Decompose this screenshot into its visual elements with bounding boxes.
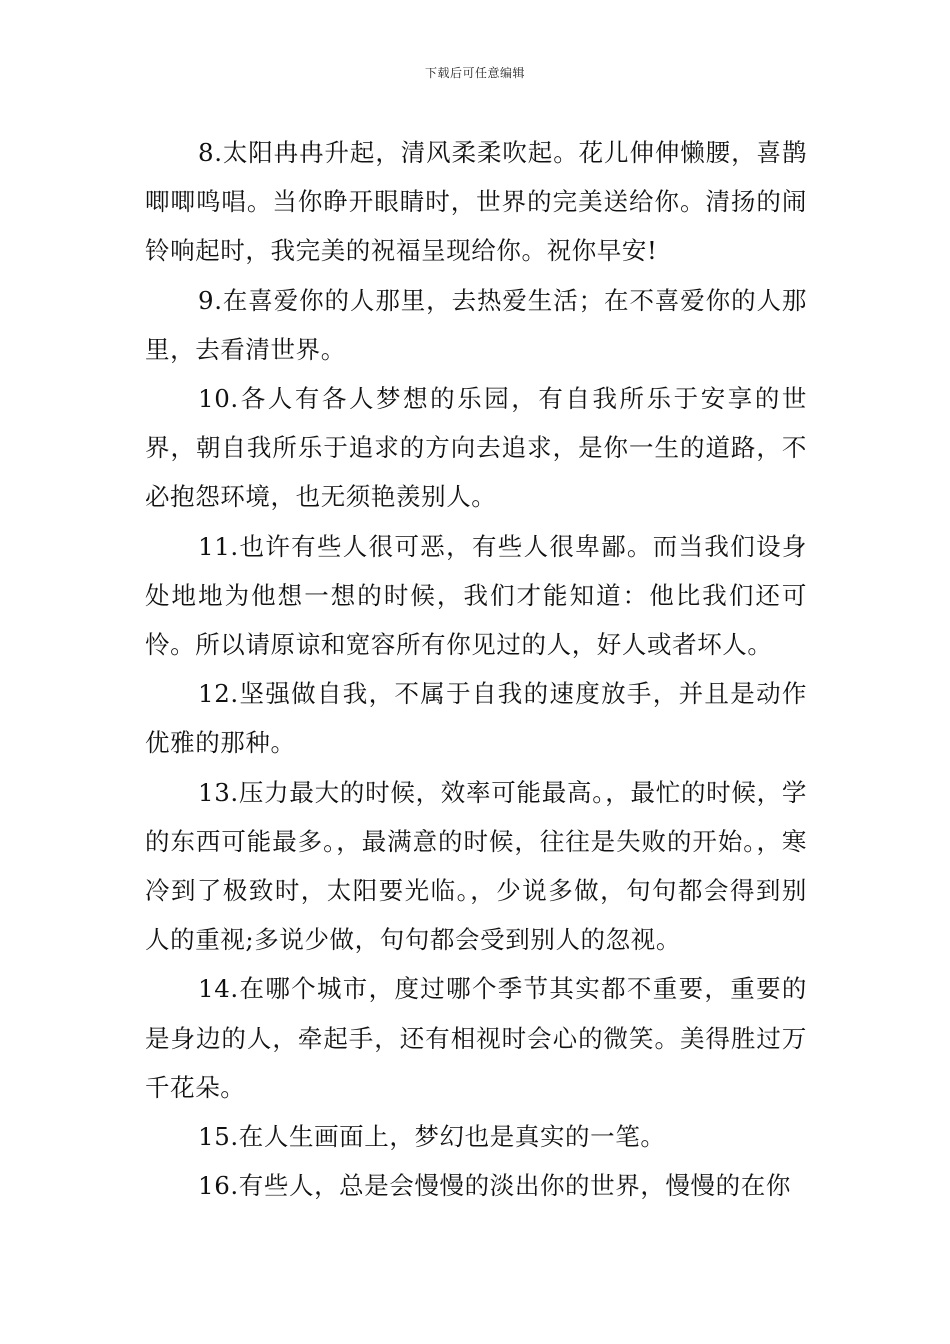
paragraph-15: 15.在人生画面上，梦幻也是真实的一笔。 (198, 1122, 666, 1152)
paragraph-11: 11.也许有些人很可恶，有些人很卑鄙。而当我们设身处地地为他想一想的时候，我们才能知道：他比我们还可怜。所以请原谅和宽容所有你见过的人，好人或者坏人。 (145, 531, 807, 660)
paragraph-16: 16.有些人，总是会慢慢的淡出你的世界，慢慢的在你 (198, 1171, 791, 1201)
page-header: 下载后可任意编辑 (424, 66, 525, 80)
paragraph-8: 8.太阳冉冉升起，清风柔柔吹起。花儿伸伸懒腰，喜鹊唧唧鸣唱。当你睁开眼睛时，世界的完美送给你。清扬的闹铃响起时，我完美的祝福呈现给你。祝你早安! (145, 138, 807, 266)
paragraph-12: 12.坚强做自我，不属于自我的速度放手，并且是动作优雅的那种。 (145, 679, 807, 758)
paragraph-14: 14.在哪个城市，度过哪个季节其实都不重要，重要的是身边的人，牵起手，还有相视时会心的微笑。美得胜过万千花朵。 (145, 974, 807, 1102)
paragraph-10: 10.各人有各人梦想的乐园，有自我所乐于安享的世界，朝自我所乐于追求的方向去追求，是你一生的道路，不必抱怨环境，也无须艳羡别人。 (145, 384, 807, 512)
document-body (145, 128, 807, 1210)
paragraph-13: 13.压力最大的时候，效率可能最高。，最忙的时候，学的东西可能最多。，最满意的时候，往往是失败的开始。，寒冷到了极致时，太阳要光临。，少说多做，句句都会得到别人的重视;多说少做，句句都会受到别人的忽视。 (145, 777, 807, 955)
paragraph-9: 9.在喜爱你的人那里，去热爱生活；在不喜爱你的人那里，去看清世界。 (145, 285, 807, 364)
